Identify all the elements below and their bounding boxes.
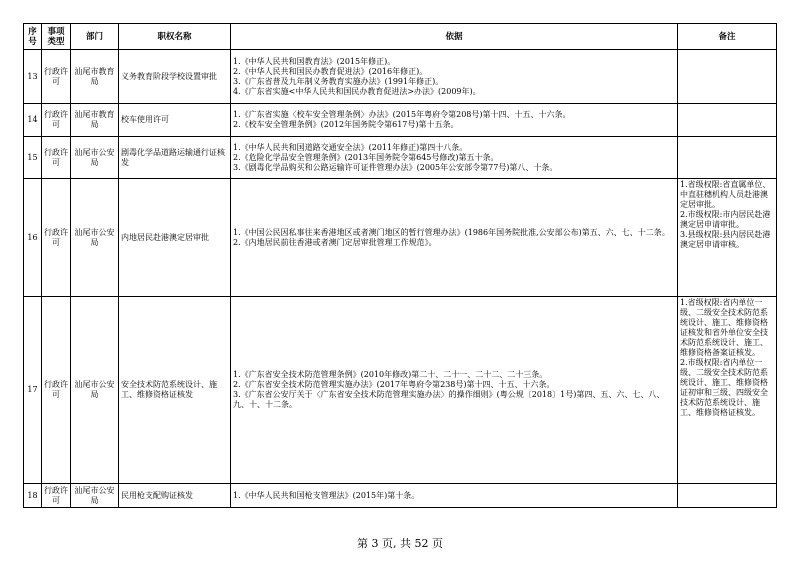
- cell-dept: 汕尾市公安局: [71, 137, 119, 179]
- table-row: [24, 104, 777, 137]
- basis-line: 1.《中国公民因私事往来香港地区或者澳门地区的暂行管理办法》(1986年国务院批准,公安部公布)第五、六、七、十二条。: [233, 227, 670, 237]
- cell-basis: [231, 137, 678, 179]
- cell-note: [678, 179, 777, 297]
- cell-name: 内地居民赴港澳定居审批: [119, 179, 231, 297]
- basis-line: 3.《剧毒化学品购买和公路运输许可证件管理办法》(2005年公安部令第77号)第八、十条。: [233, 162, 558, 172]
- basis-line: 3.《广东省公安厅关于〈广东省安全技术防范管理实施办法〉的操作细则》(粤公规〔2018〕1号)第四、五、六、七、八、九、十、十二条。: [233, 390, 665, 409]
- cell-type: 行政许可: [42, 50, 71, 104]
- cell-name: 义务教育阶段学校设置审批: [119, 50, 231, 104]
- cell-seq: 13: [24, 50, 42, 104]
- cell-name: 剧毒化学品道路运输通行证核发: [119, 137, 231, 179]
- cell-seq: 18: [24, 484, 42, 508]
- header-type: 事项类型: [42, 24, 71, 50]
- basis-line: 1.《中华人民共和国道路交通安全法》(2011年修正)第四十八条。: [233, 142, 468, 152]
- authority-table: [23, 23, 777, 508]
- cell-seq: 15: [24, 137, 42, 179]
- basis-line: 1.《广东省安全技术防范管理条例》(2010年修改)第二十、二十一、二十二、二十三条。: [233, 370, 548, 379]
- note-line: 2.市级权限:省内单位一级、二级安全技术防范系统设计、施工、维修资格证初审和三级、四级安全技术防范系统设计、施工、维修资格证核发。: [680, 358, 768, 417]
- header-seq: 序号: [24, 24, 42, 50]
- basis-line: 2.《危险化学品安全管理条例》(2013年国务院令第645号修改)第五十条。: [233, 152, 499, 162]
- cell-basis: [231, 179, 678, 297]
- cell-seq: 16: [24, 179, 42, 297]
- note-line: 3.县级权限:县内居民赴港澳定居申请审核。: [680, 230, 771, 249]
- basis-line: 2.《广东省安全技术防范管理实施办法》(2017年粤府令第238号)第十四、十五、十六条。: [233, 380, 555, 389]
- basis-line: 1.《中华人民共和国枪支管理法》(2015年)第十条。: [233, 490, 420, 500]
- cell-basis: [231, 104, 678, 137]
- cell-name: 安全技术防范系统设计、施工、维修资格证核发: [119, 297, 231, 484]
- note-line: 1.省级权限:省内单位一级、二级安全技术防范系统设计、施工、维修资格证核发和省外单位安全技术防范系统设计、施工、维修资格备案证核发。: [680, 298, 768, 357]
- cell-name: 校车使用许可: [119, 104, 231, 137]
- cell-type: 行政许可: [42, 179, 71, 297]
- note-line: 1.省级权限:省直属单位、中直驻穗机构人员赴港澳定居审批。: [680, 180, 771, 209]
- cell-seq: 14: [24, 104, 42, 137]
- basis-line: 2.《校车安全管理条例》(2012年国务院令第617号)第十五条。: [233, 120, 459, 129]
- table-row: [24, 137, 777, 179]
- cell-note: [678, 104, 777, 137]
- cell-dept: 汕尾市公安局: [71, 179, 119, 297]
- table-row: [24, 297, 777, 484]
- cell-seq: 17: [24, 297, 42, 484]
- table-row: [24, 50, 777, 104]
- cell-note: [678, 297, 777, 484]
- header-row: [24, 24, 777, 50]
- page-footer: 第 3 页, 共 52 页: [357, 537, 443, 550]
- basis-line: 3.《广东省普及九年制义务教育实施办法》(1991年修正)。: [233, 76, 444, 86]
- cell-type: 行政许可: [42, 484, 71, 508]
- cell-basis: [231, 50, 678, 104]
- cell-basis: [231, 297, 678, 484]
- cell-dept: 汕尾市公安局: [71, 484, 119, 508]
- cell-dept: 汕尾市教育局: [71, 50, 119, 104]
- basis-line: 2.《中华人民共和国民办教育促进法》(2016年修正)。: [233, 66, 428, 76]
- cell-dept: 汕尾市教育局: [71, 104, 119, 137]
- cell-basis: [231, 484, 678, 508]
- cell-type: 行政许可: [42, 297, 71, 484]
- header-dept: 部门: [71, 24, 119, 50]
- cell-type: 行政许可: [42, 104, 71, 137]
- header-basis: 依据: [231, 24, 678, 50]
- note-line: 2.市级权限:市内居民赴港澳定居申请审批。: [680, 210, 771, 229]
- table-row: [24, 179, 777, 297]
- header-name: 职权名称: [119, 24, 231, 50]
- cell-dept: 汕尾市公安局: [71, 297, 119, 484]
- table-row: [24, 484, 777, 508]
- cell-note: [678, 50, 777, 104]
- basis-line: 2.《内地居民前往香港或者澳门定居审批管理工作规范》。: [233, 237, 437, 247]
- basis-line: 1.《中华人民共和国教育法》(2015年修正)。: [233, 56, 396, 66]
- cell-note: [678, 484, 777, 508]
- basis-line: 1.《广东省实施〈校车安全管理条例〉办法》(2015年粤府令第208号)第十四、十五、十六条。: [233, 110, 571, 119]
- cell-type: 行政许可: [42, 137, 71, 179]
- header-note: 备注: [678, 24, 777, 50]
- cell-note: [678, 137, 777, 179]
- cell-name: 民用枪支配购证核发: [119, 484, 231, 508]
- basis-line: 4.《广东省实施<中华人民共和国民办教育促进法>办法》(2009年)。: [233, 86, 481, 96]
